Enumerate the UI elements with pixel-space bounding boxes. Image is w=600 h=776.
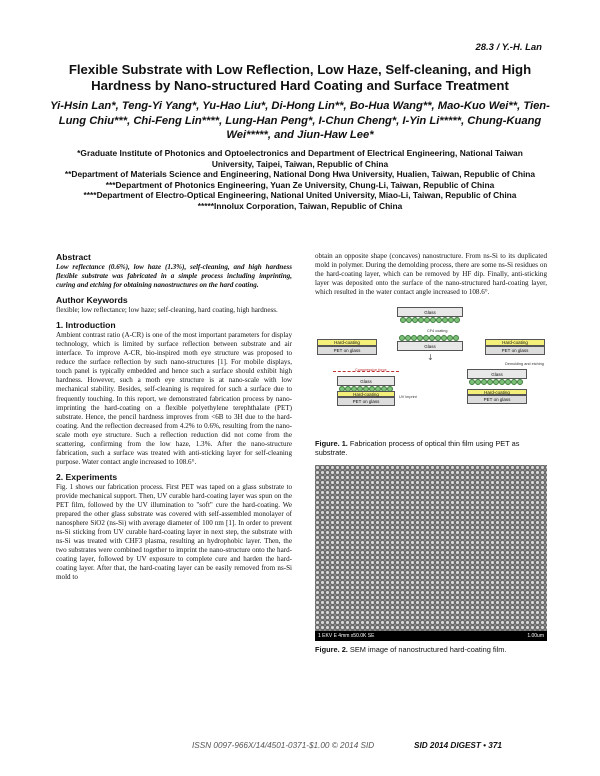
- experiments-heading: 2. Experiments: [56, 471, 118, 482]
- affiliations: [56, 148, 544, 212]
- experiments-continued-text: obtain an opposite shape (concaves) nanostructure. From ns-Si to its duplicated mold in polymer. During the demolding process, there are some ns-Si residues on the hard-coating layer, which can be removed by HF dip. Finally, anti-sticking layer was deposited onto the surface of the nano-structured hard-coating layer, which resulted in the water contact angle increased to 108.6°.: [315, 252, 547, 297]
- right-column: [315, 252, 547, 654]
- abstract-text: Low reflectance (0.6%), low haze (1.3%), self-cleaning, and high hardness flexible substrate was fabricated in a simple process including imprinting, curing and etching for obtaining nanostructures on the hard coating.: [56, 263, 292, 290]
- glass-label-4: Glass: [491, 371, 503, 377]
- sem-parameters: 1 EKV E 4mm x50.0K SE: [318, 632, 375, 639]
- hard-coating-label-4: Hard-coating: [484, 389, 510, 395]
- glass-label: Glass: [424, 309, 436, 315]
- keywords-text: flexible; low reflectance; low haze; self-cleaning, hard coating, high hardness.: [56, 306, 278, 315]
- sem-info-bar: [315, 631, 547, 641]
- glass-mold-middle: [397, 341, 463, 351]
- pet-on-glass-imprint: [337, 397, 395, 406]
- compressive-force-label: Compressive force: [355, 368, 387, 373]
- affiliation-5: *****Innolux Corporation, Taiwan, Republic of China: [197, 200, 403, 211]
- pet-on-glass-demolded: [467, 395, 527, 404]
- hard-coating-left: [317, 339, 377, 346]
- introduction-text: Ambient contrast ratio (A-CR) is one of the most important parameters for display technology, which is limited by surface reflection between substrate and air interface. To improve A-CR, bio-inspired moth eye structure was proposed to reduce the surface reflection by such nano-structures [1]. For mobile displays, touch panel is typically embedded and hence such a surface should exhibit high hardness. However, such a moth eye structure is at nano-scale with low mechanical stability. Besides, self-cleaning is required for such a surface due to frequently touching. In this report, we demonstrated fabrication process by nano-imprinting the hard-coating on a flexible polyethylene terephthalate (PET) substrate. Hence, the pencil hardness improves from <6B to 3H due to the hard-coating. And the reflection decreased from 4.2% to 0.6%, resulting from the nano-scale moth eye structure. Such a reflection reduction did not come from the scattering, confirming from the low haze, 1.3%. After the nano-structure fabrication, such a surface was treated with anti-sticking layer for self-cleaning purpose. Water contact angle increased to 108.6°.: [56, 331, 292, 466]
- pet-on-glass-left: [317, 346, 377, 355]
- glass-mold-top: [397, 307, 463, 317]
- uv-imprint-label: UV imprint: [399, 395, 417, 400]
- glass-label-2: Glass: [424, 343, 436, 349]
- nanosphere-row-top: [400, 317, 460, 323]
- left-column: [56, 252, 292, 582]
- figure-2-caption-label: Figure. 2.: [315, 645, 348, 655]
- introduction-heading: 1. Introduction: [56, 320, 116, 331]
- affiliation-4: ****Department of Electro-Optical Engineering, National United University, Miao-Li, Taiwan, Republic of China: [83, 190, 517, 201]
- glass-label-3: Glass: [360, 378, 372, 384]
- paper-title: Flexible Substrate with Low Reflection, Low Haze, Self-cleaning, and High Hardness by Nano-structured Hard Coating and Surface Treatment: [68, 62, 532, 93]
- sem-scale-bar: 1.00um: [527, 632, 544, 639]
- pet-on-glass-label: PET on glass: [333, 348, 361, 354]
- experiments-text: Fig. 1 shows our fabrication process. First PET was taped on a glass substrate to provide mechanical support. Then, UV curable hard-coating layer was spun on the PET film, followed by the UV illumination to "soft" cure the hard-coating. We prepared the other glass substrate was covered with self-assembled monolayer of nanosphere SiO2 (ns-Si) with average diameter of 100 nm [1]. In order to prevent ns-Si sticking from UV curable hard-coating layer in next step, the substrate with ns-Si was treated with CHF3 plasma, resulting an hydrophobic layer. Then, the two substrates were combined together to imprint the nano-structure onto the hard-coating layer, followed by UV exposure to complete cure and harden the hard-coating layer. After that, the hard-coating layer can be easily removed from ns-Si mold to: [56, 482, 292, 582]
- abstract-heading: Abstract: [56, 252, 91, 262]
- hard-coating-right: [485, 339, 545, 346]
- demolding-label: Demolding and etching: [505, 362, 544, 367]
- figure-2-sem-image: [315, 465, 547, 641]
- nanosphere-row-demolded: [469, 379, 523, 385]
- figure-1-caption-label: Figure. 1.: [315, 439, 348, 449]
- affiliation-2: **Department of Materials Science and Engineering, National Dong Hwa University, Hualien, Taiwan, Republic of China: [64, 169, 536, 180]
- hard-coating-label-2: Hard-coating: [502, 340, 528, 346]
- affiliation-1: *Graduate Institute of Photonics and Optoelectronics and Department of Electrical Engineering, National Taiwan University, Taipei, Taiwan, Republic of China: [77, 148, 523, 169]
- figure-1-diagram: [315, 305, 547, 435]
- figure-1-caption: [315, 439, 547, 457]
- figure-2-caption-text: SEM image of nanostructured hard-coating film.: [349, 645, 507, 655]
- footer-digest: SID 2014 DIGEST • 371: [414, 741, 502, 750]
- pet-on-glass-label-4: PET on glass: [483, 397, 511, 403]
- hard-coating-label-3: Hard-coating: [353, 391, 379, 397]
- glass-demolded: [467, 369, 527, 379]
- affiliation-3: ***Department of Photonics Engineering, Yuan Ze University, Chung-Li, Taiwan, Republic of China: [105, 179, 495, 190]
- footer-issn: ISSN 0097-966X/14/4501-0371-$1.00 © 2014 SID: [192, 741, 375, 750]
- figure-1-caption-text: Fabrication process of optical thin film using PET as substrate.: [315, 439, 520, 458]
- running-header: 28.3 / Y.-H. Lan: [475, 42, 542, 53]
- pet-on-glass-label-3: PET on glass: [352, 399, 380, 405]
- author-list: Yi-Hsin Lan*, Teng-Yi Yang*, Yu-Hao Liu*, Di-Hong Lin**, Bo-Hua Wang**, Mao-Kuo Wei**, Tien-Lung Chiu***, Chi-Feng Lin****, Lung-Han Peng*, I-Chun Cheng*, I-Yin Li*****, Chung-Kuang Wei*****, and Jiun-Haw Lee*: [50, 100, 550, 141]
- hard-coating-label: Hard-coating: [334, 340, 360, 346]
- keywords-heading: Author Keywords: [56, 295, 128, 306]
- down-arrow-icon: ↓: [427, 353, 434, 363]
- cf-coating-label: CF4 coating: [427, 329, 448, 334]
- glass-imprint: [337, 376, 395, 386]
- figure-2-caption: [315, 645, 547, 654]
- pet-on-glass-right: [485, 346, 545, 355]
- pet-on-glass-label-2: PET on glass: [501, 348, 529, 354]
